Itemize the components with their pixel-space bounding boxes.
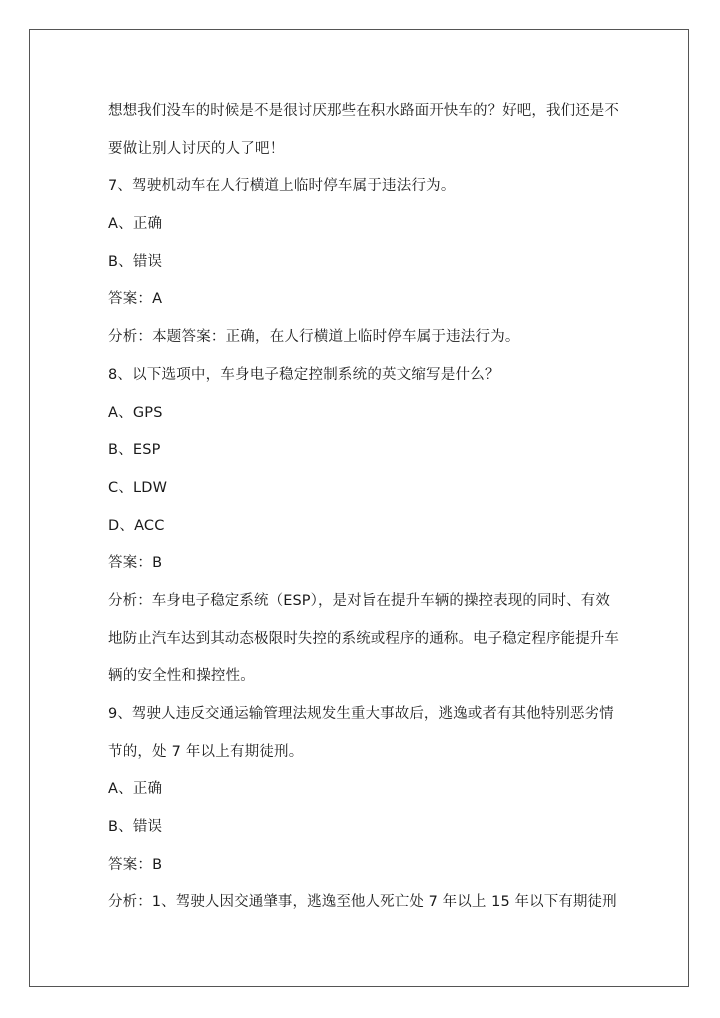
document-body — [108, 93, 618, 922]
question-8-option-a: A、GPS — [108, 404, 163, 421]
question-7-answer: 答案：A — [108, 291, 163, 308]
question-8-analysis-line: 辆的安全性和操控性。 — [108, 668, 255, 685]
question-7-option-a: A、正确 — [108, 216, 163, 233]
question-9-line: 9、驾驶人违反交通运输管理法规发生重大事故后，逃逸或者有其他特别恶劣情 — [108, 706, 614, 722]
question-8-analysis-line: 地防止汽车达到其动态极限时失控的系统或程序的通称。电子稳定程序能提升车 — [108, 630, 619, 647]
question-8-answer: 答案：B — [108, 555, 163, 572]
question-7-option-b: B、错误 — [108, 253, 163, 270]
question-9-line: 节的，处 7 年以上有期徒刑。 — [108, 743, 304, 760]
question-7: 7、驾驶机动车在人行横道上临时停车属于违法行为。 — [108, 178, 456, 195]
paragraph-line: 要做让别人讨厌的人了吧！ — [108, 140, 285, 157]
question-8-analysis-line: 分析：车身电子稳定系统（ESP），是对旨在提升车辆的操控表现的同时、有效 — [108, 592, 610, 609]
question-9-analysis-line: 分析：1、驾驶人因交通肇事，逃逸至他人死亡处 7 年以上 15 年以下有期徒刑 — [108, 894, 617, 911]
question-8-option-d: D、ACC — [108, 517, 165, 534]
question-9-option-a: A、正确 — [108, 781, 163, 798]
question-8-option-c: C、LDW — [108, 479, 168, 496]
question-9-option-b: B、错误 — [108, 819, 163, 836]
question-7-analysis: 分析：本题答案：正确，在人行横道上临时停车属于违法行为。 — [108, 329, 520, 346]
question-9-answer: 答案：B — [108, 856, 163, 873]
question-8: 8、以下选项中，车身电子稳定控制系统的英文缩写是什么？ — [108, 366, 500, 383]
question-8-option-b: B、ESP — [108, 442, 161, 459]
paragraph-line: 想想我们没车的时候是不是很讨厌那些在积水路面开快车的？好吧，我们还是不 — [108, 103, 619, 119]
